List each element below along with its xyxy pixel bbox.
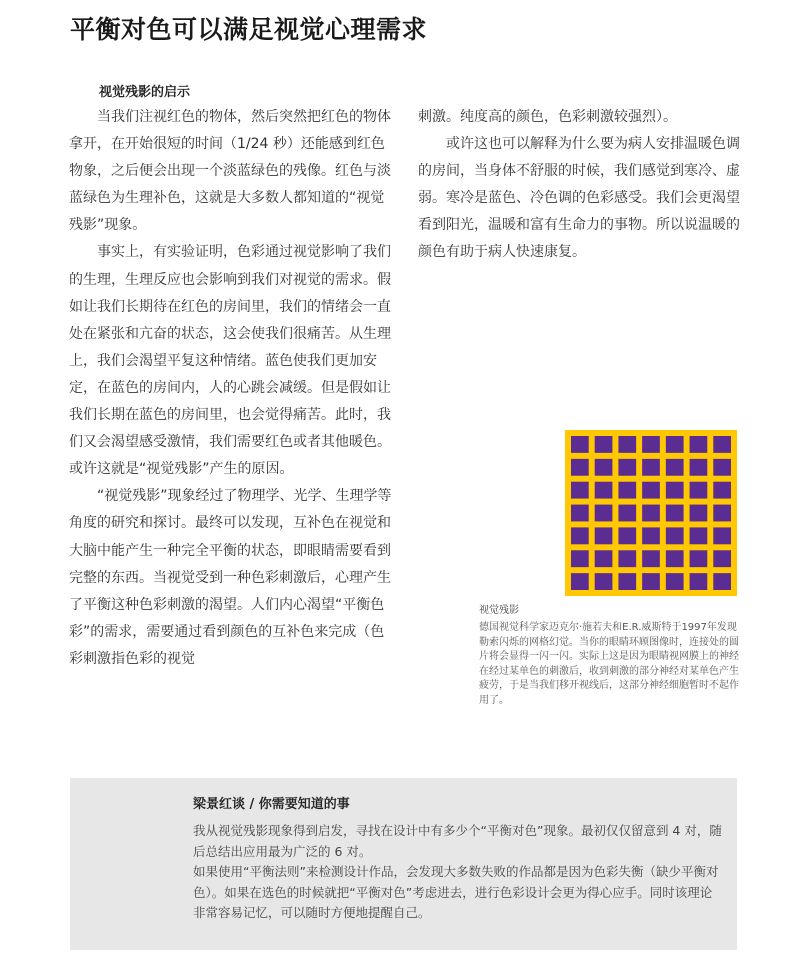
grid-cell xyxy=(618,459,636,476)
grid-cell xyxy=(571,459,589,476)
grid-cell xyxy=(595,550,613,567)
grid-cell xyxy=(642,550,660,567)
figure-caption-text: 德国视觉科学家迈克尔·施若夫和E.R.威斯特于1997年发现勒索闪烁的网格幻觉。当你的眼睛环顾图像时，连接处的圆片将会显得一闪一闪。实际上这是因为眼睛视网膜上的神经在经过某单色的刺激后，收到刺激的部分神经对某单色产生疲劳，于是当我们移开视线后，这部分神经细胞暂时不起作用了。 xyxy=(479,622,739,706)
grid-cell xyxy=(618,573,636,590)
grid-cell xyxy=(642,459,660,476)
grid-cell xyxy=(690,550,708,567)
note-paragraph-1: 我从视觉残影现象得到启发，寻找在设计中有多少个“平衡对色”现象。最初仅仅留意到 4 对，随后总结出应用最为广泛的 6 对。 xyxy=(193,823,722,859)
grid-cell xyxy=(571,527,589,544)
grid-cell xyxy=(595,436,613,453)
left-paragraph-1: 当我们注视红色的物体，然后突然把红色的物体拿开，在开始很短的时间（1/24 秒）还能感到红色物象，之后便会出现一个淡蓝绿色的残像。红色与淡蓝绿色为生理补色，这就是大多数人都知道的“视觉残影”现象。 xyxy=(69,109,391,234)
right-paragraph-1: 刺激。纯度高的颜色，色彩刺激较强烈）。 xyxy=(418,109,677,125)
note-box xyxy=(70,778,737,950)
note-title: 梁景红谈 / 你需要知道的事 xyxy=(193,797,350,812)
note-paragraph-2: 如果使用“平衡法则”来检测设计作品，会发现大多数失败的作品都是因为色彩失衡（缺少平衡对色）。如果在选色的时候就把“平衡对色”考虑进去，进行色彩设计会更为得心应手。同时该理论非常容易记忆，可以随时方便地提醒自己。 xyxy=(193,864,719,921)
grid-cell xyxy=(642,573,660,590)
section-title: 视觉残影的启示 xyxy=(99,85,191,100)
grid-cell xyxy=(618,527,636,544)
grid-cell xyxy=(713,550,731,567)
grid-cell xyxy=(713,527,731,544)
grid-cell xyxy=(713,505,731,522)
right-column xyxy=(418,104,743,267)
grid-cell xyxy=(595,482,613,499)
grid-cell xyxy=(713,436,731,453)
grid-cell xyxy=(618,436,636,453)
grid-cell xyxy=(666,573,684,590)
grid-cell xyxy=(666,482,684,499)
grid-cell xyxy=(595,573,613,590)
grid-cell xyxy=(666,550,684,567)
grid-cell xyxy=(666,459,684,476)
grid-cell xyxy=(571,573,589,590)
note-body xyxy=(193,821,723,924)
grid-cell xyxy=(618,482,636,499)
grid-cell xyxy=(595,505,613,522)
grid-cell xyxy=(666,505,684,522)
grid-cell xyxy=(642,505,660,522)
grid-cell xyxy=(618,550,636,567)
grid-cell xyxy=(690,573,708,590)
left-column xyxy=(69,104,394,673)
grid-cell xyxy=(595,459,613,476)
grid-cell xyxy=(666,436,684,453)
grid-cell xyxy=(690,482,708,499)
grid-cell xyxy=(690,527,708,544)
grid-cells xyxy=(565,430,737,596)
grid-cell xyxy=(571,436,589,453)
grid-cell xyxy=(642,527,660,544)
grid-cell xyxy=(690,505,708,522)
grid-cell xyxy=(618,505,636,522)
grid-cell xyxy=(571,550,589,567)
grid-cell xyxy=(690,436,708,453)
grid-cell xyxy=(713,573,731,590)
grid-cell xyxy=(642,482,660,499)
grid-cell xyxy=(595,527,613,544)
afterimage-grid-pattern xyxy=(565,430,737,596)
grid-cell xyxy=(666,527,684,544)
grid-cell xyxy=(713,459,731,476)
left-paragraph-2: 事实上，有实验证明，色彩通过视觉影响了我们的生理，生理反应也会影响到我们对视觉的需求。假如让我们长期待在红色的房间里，我们的情绪会一直处在紧张和亢奋的状态，这会使我们很痛苦。从生理上，我们会渴望平复这种情绪。蓝色使我们更加安定，在蓝色的房间内，人的心跳会减缓。但是假如让我们长期在蓝色的房间里，也会觉得痛苦。此时，我们又会渴望感受激情，我们需要红色或者其他暖色。或许这就是“视觉残影”产生的原因。 xyxy=(69,244,391,478)
right-paragraph-2: 或许这也可以解释为什么要为病人安排温暖色调的房间，当身体不舒服的时候，我们感觉到寒冷、虚弱。寒冷是蓝色、冷色调的色彩感受。我们会更渴望看到阳光，温暖和富有生命力的事物。所以说温暖的颜色有助于病人快速康复。 xyxy=(418,136,740,261)
grid-cell xyxy=(642,436,660,453)
grid-cell xyxy=(571,505,589,522)
left-paragraph-3: “视觉残影”现象经过了物理学、光学、生理学等角度的研究和探讨。最终可以发现，互补色在视觉和大脑中能产生一种完全平衡的状态，即眼睛需要看到完整的东西。当视觉受到一种色彩刺激后，心理产生了平衡这种色彩刺激的渴望。人们内心渴望“平衡色彩”的需求，需要通过看到颜色的互补色来完成（色彩刺激指色彩的视觉 xyxy=(69,488,392,667)
grid-cell xyxy=(713,482,731,499)
grid-cell xyxy=(571,482,589,499)
page-title: 平衡对色可以满足视觉心理需求 xyxy=(70,15,428,44)
figure-caption-title: 视觉残影 xyxy=(479,605,519,616)
grid-cell xyxy=(690,459,708,476)
